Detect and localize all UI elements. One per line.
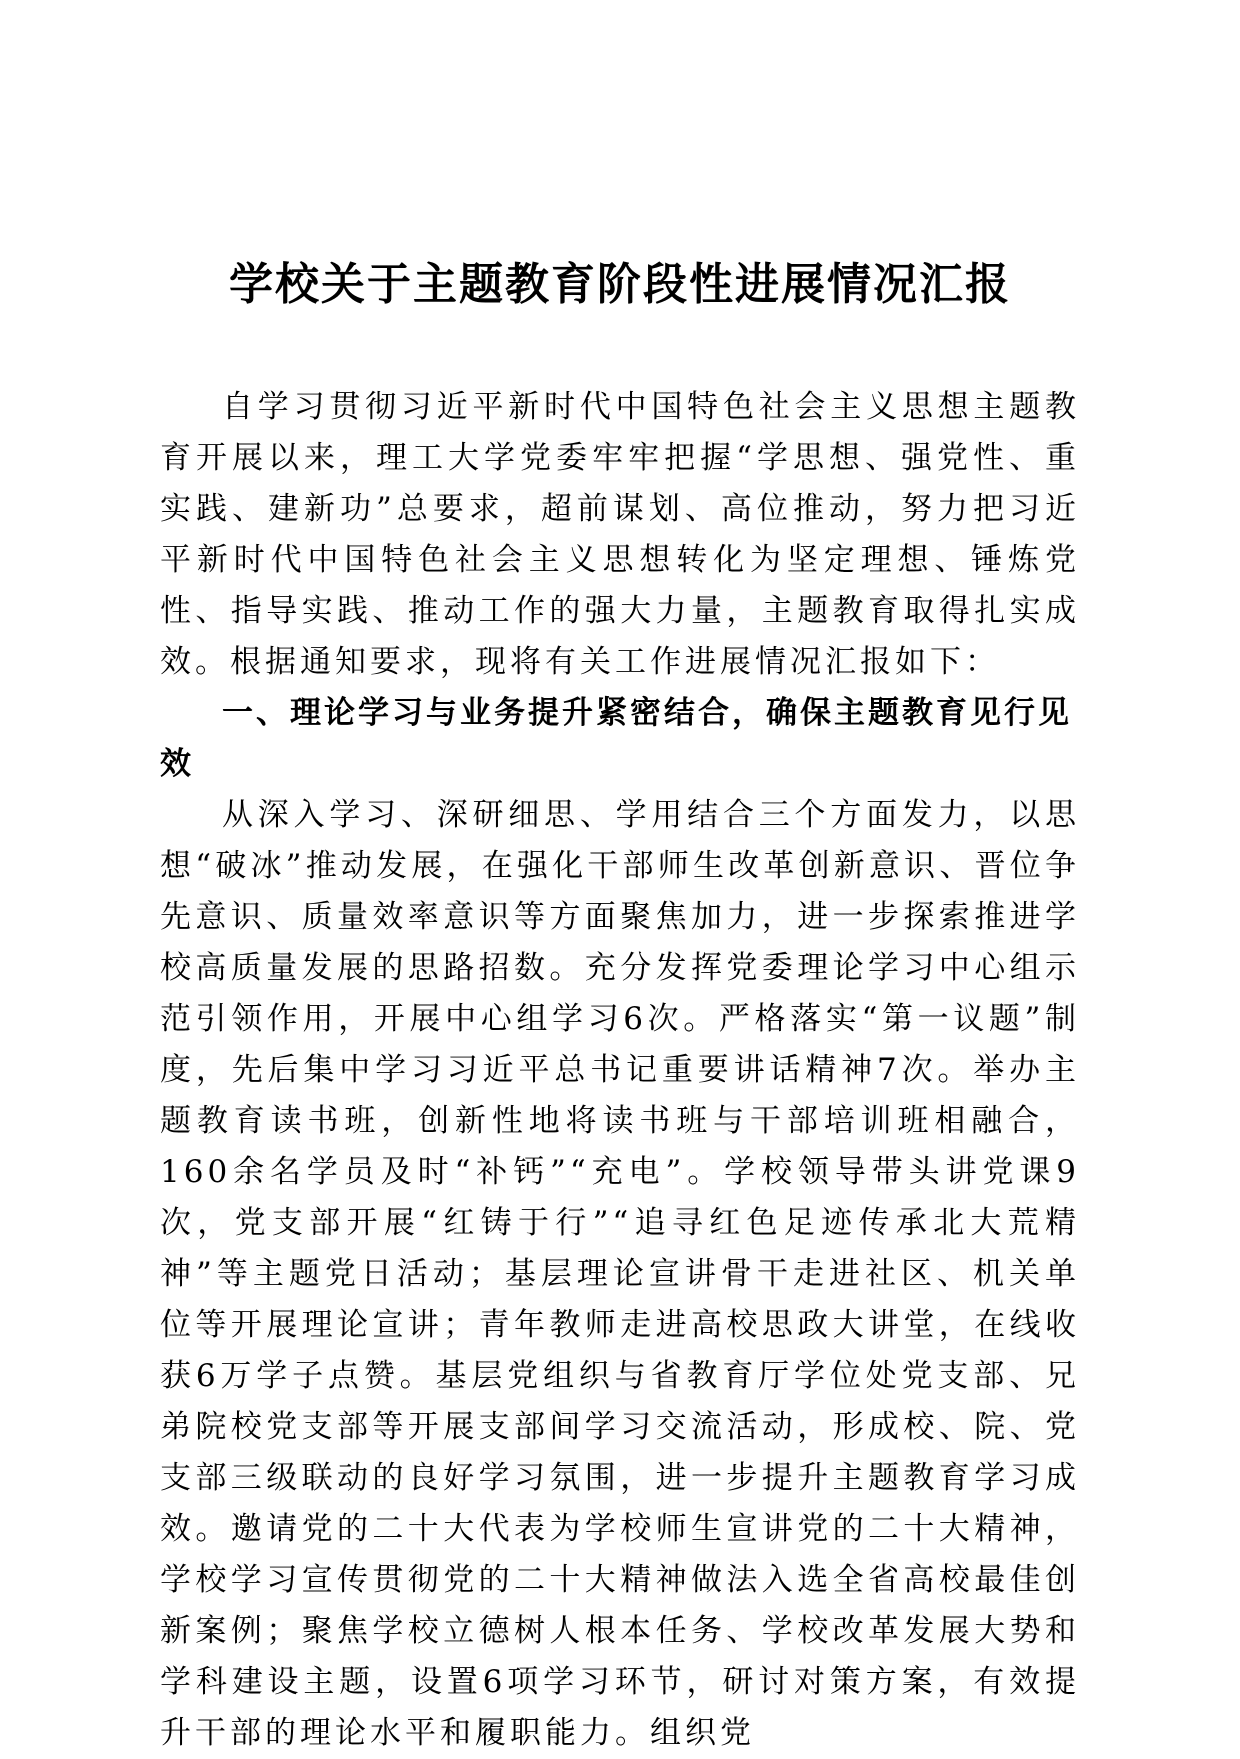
section-1-heading: 一、理论学习与业务提升紧密结合，确保主题教育见行见效: [160, 695, 1072, 782]
section-1-paragraph: 从深入学习、深研细思、学用结合三个方面发力，以思想“破冰”推动发展，在强化干部师生改革创新意识、晋位争先意识、质量效率意识等方面聚焦加力，进一步探索推进学校高质量发展的思路招数。充分发挥党委理论学习中心组示范引领作用，开展中心组学习6次。严格落实“第一议题”制度，先后集中学习习近平总书记重要讲话精神7次。举办主题教育读书班，创新性地将读书班与干部培训班相融合，160余名学员及时“补钙”“充电”。学校领导带头讲党课9次，党支部开展“红铸于行”“追寻红色足迹传承北大荒精神”等主题党日活动；基层理论宣讲骨干走进社区、机关单位等开展理论宣讲；青年教师走进高校思政大讲堂，在线收获6万学子点赞。基层党组织与省教育厅学位处党支部、兄弟院校党支部等开展支部间学习交流活动，形成校、院、党支部三级联动的良好学习氛围，进一步提升主题教育学习成效。邀请党的二十大代表为学校师生宣讲党的二十大精神，学校学习宣传贯彻党的二十大精神做法入选全省高校最佳创新案例；聚焦学校立德树人根本任务、学校改革发展大势和学科建设主题，设置6项学习环节，研讨对策方案，有效提升干部的理论水平和履职能力。组织党: [160, 797, 1080, 1751]
document-title: 学校关于主题教育阶段性进展情况汇报: [229, 259, 1011, 310]
intro-paragraph: 自学习贯彻习近平新时代中国特色社会主义思想主题教育开展以来，理工大学党委牢牢把握“学思想、强党性、重实践、建新功”总要求，超前谋划、高位推动，努力把习近平新时代中国特色社会主义思想转化为坚定理想、锤炼党性、指导实践、推动工作的强大力量，主题教育取得扎实成效。根据通知要求，现将有关工作进展情况汇报如下：: [160, 389, 1080, 680]
document-body: [160, 382, 1080, 1759]
